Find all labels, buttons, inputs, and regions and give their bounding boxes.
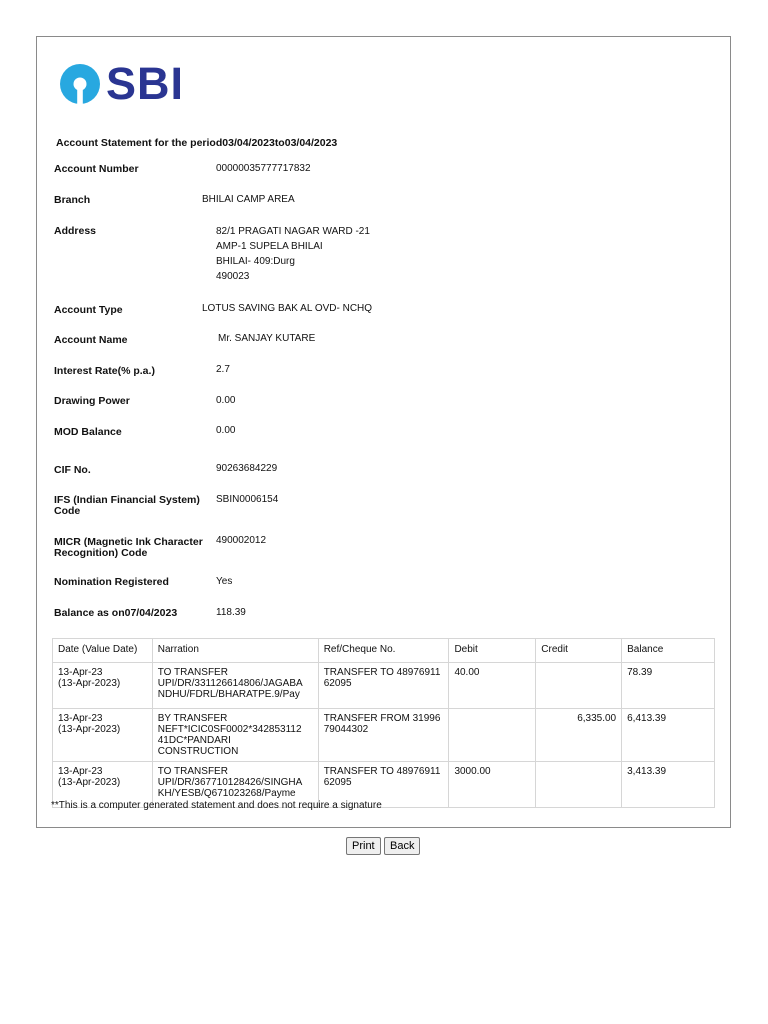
ifs-code-value: SBIN0006154: [216, 494, 279, 505]
ref-cell: [318, 709, 449, 762]
txn-date: 13-Apr-23: [58, 713, 103, 724]
account-number-value: 00000035777717832: [216, 163, 311, 174]
balance-cell: 6,413.39: [622, 709, 715, 762]
ref-line: 79044302: [323, 724, 369, 735]
drawing-power-value: 0.00: [216, 395, 236, 406]
credit-cell: [536, 762, 622, 808]
branch-label: Branch: [54, 194, 91, 206]
txn-date: 13-Apr-23: [58, 766, 103, 777]
narration-line: NEFT*ICIC0SF0002*342853112: [157, 724, 302, 735]
debit-cell: 3000.00: [449, 762, 536, 808]
back-button[interactable]: Back: [384, 837, 420, 855]
col-header-credit: Credit: [536, 639, 622, 663]
address-line: AMP-1 SUPELA BHILAI: [216, 241, 323, 252]
credit-cell: 6,335.00: [536, 709, 622, 762]
narration-line: TO TRANSFER: [157, 667, 228, 678]
txn-value-date: (13-Apr-2023): [58, 678, 121, 689]
sbi-logo: [58, 58, 185, 109]
narration-line: TO TRANSFER: [157, 766, 228, 777]
statement-period: Account Statement for the period03/04/2023to03/04/2023: [56, 137, 338, 149]
table-row: [53, 663, 715, 709]
col-header-balance: Balance: [622, 639, 715, 663]
ifs-code-label-line: Code: [54, 505, 81, 517]
mod-balance-value: 0.00: [216, 425, 236, 436]
micr-code-label-line: Recognition) Code: [54, 547, 148, 559]
narration-line: KH/YESB/Q671023268/Payme: [157, 788, 296, 799]
sbi-wordmark: SBI: [106, 58, 185, 109]
cif-number-label: CIF No.: [54, 464, 91, 476]
nomination-value: Yes: [216, 576, 233, 587]
micr-code-value: 490002012: [216, 535, 267, 546]
nomination-label: Nomination Registered: [54, 576, 169, 588]
narration-line: 41DC*PANDARI CONSTRUCTION: [157, 735, 239, 757]
txn-date: 13-Apr-23: [58, 667, 103, 678]
debit-cell: [449, 709, 536, 762]
account-name-label: Account Name: [54, 334, 128, 346]
footnote: **This is a computer generated statement and does not require a signature: [51, 800, 382, 811]
cif-number-value: 90263684229: [216, 463, 278, 474]
txn-value-date: (13-Apr-2023): [58, 724, 121, 735]
print-button[interactable]: Print: [346, 837, 381, 855]
date-cell: [53, 709, 153, 762]
ref-line: 62095: [323, 777, 352, 788]
table-header-row: [53, 639, 715, 663]
address-label: Address: [54, 225, 97, 237]
mod-balance-label: MOD Balance: [54, 426, 122, 438]
ifs-code-label-line: IFS (Indian Financial System): [54, 494, 200, 506]
address-line: BHILAI- 409:Durg: [216, 256, 295, 267]
address-value: [216, 224, 370, 284]
narration-line: UPI/DR/367710128426/SINGHA: [157, 777, 303, 788]
txn-value-date: (13-Apr-2023): [58, 777, 121, 788]
balance-cell: 3,413.39: [622, 762, 715, 808]
address-line: 82/1 PRAGATI NAGAR WARD -21: [216, 226, 370, 237]
date-cell: [53, 663, 153, 709]
interest-rate-value: 2.7: [216, 364, 230, 375]
col-header-date: Date (Value Date): [53, 639, 153, 663]
drawing-power-label: Drawing Power: [54, 395, 130, 407]
ref-cell: [318, 663, 449, 709]
branch-value: BHILAI CAMP AREA: [202, 194, 295, 205]
col-header-ref: Ref/Cheque No.: [318, 639, 449, 663]
ref-line: TRANSFER FROM 31996: [323, 713, 441, 724]
account-type-label: Account Type: [54, 304, 123, 316]
col-header-debit: Debit: [449, 639, 536, 663]
address-line: 490023: [216, 271, 250, 282]
table-row: [53, 709, 715, 762]
narration-line: UPI/DR/331126614806/JAGABA: [157, 678, 303, 689]
ref-line: TRANSFER TO 48976911: [323, 766, 441, 777]
narration-line: NDHU/FDRL/BHARATPE.9/Pay: [157, 689, 300, 700]
narration-cell: [152, 709, 318, 762]
narration-cell: [152, 663, 318, 709]
account-type-value: LOTUS SAVING BAK AL OVD- NCHQ: [202, 303, 373, 314]
balance-as-on-label: Balance as on07/04/2023: [54, 607, 178, 619]
narration-line: BY TRANSFER: [157, 713, 228, 724]
sbi-keyhole-icon: [58, 62, 102, 106]
micr-code-label-line: MICR (Magnetic Ink Character: [54, 536, 203, 548]
ref-line: TRANSFER TO 48976911: [323, 667, 441, 678]
balance-as-on-value: 118.39: [216, 607, 246, 618]
col-header-narration: Narration: [152, 639, 318, 663]
debit-cell: 40.00: [449, 663, 536, 709]
micr-code-label: [54, 537, 203, 559]
balance-cell: 78.39: [622, 663, 715, 709]
ifs-code-label: [54, 495, 200, 517]
credit-cell: [536, 663, 622, 709]
ref-line: 62095: [323, 678, 352, 689]
account-number-label: Account Number: [54, 163, 139, 175]
transactions-table: [52, 638, 715, 808]
account-name-value: Mr. SANJAY KUTARE: [218, 333, 316, 344]
interest-rate-label: Interest Rate(% p.a.): [54, 365, 155, 377]
